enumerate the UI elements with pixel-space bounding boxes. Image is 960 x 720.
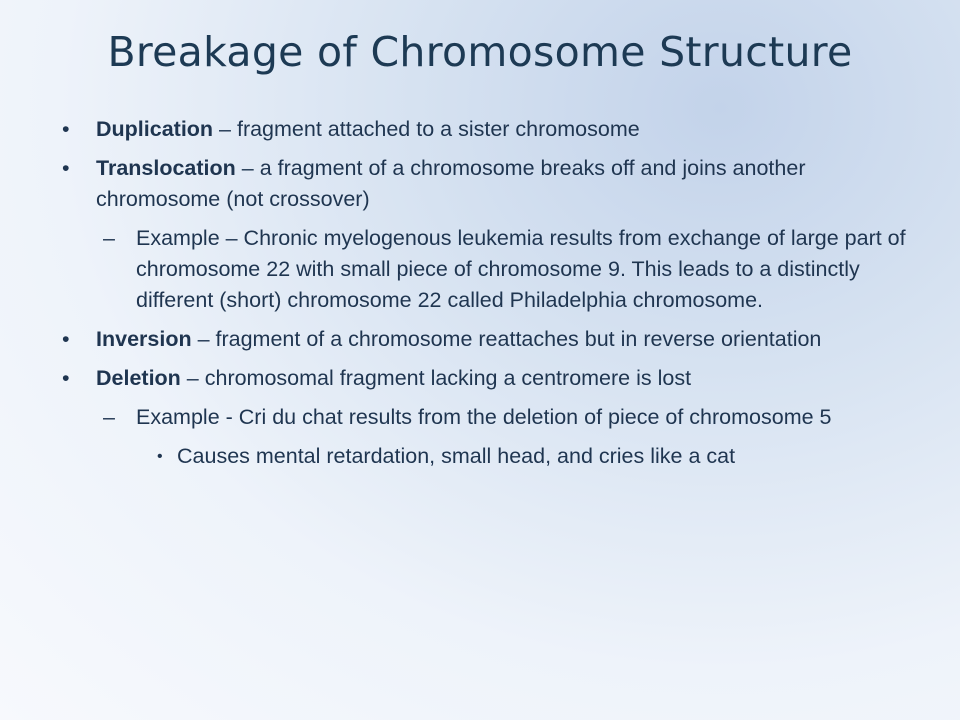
- dash-marker: –: [103, 226, 115, 250]
- dash-marker: –: [103, 405, 115, 429]
- bullet-translocation: [60, 153, 910, 215]
- bullet-inversion: [60, 324, 910, 355]
- bullet-text: Example – Chronic myelogenous leukemia results from exchange of large part of chromosome 22 with small piece of chromosome 9. This leads to a distinctly different (short) chromosome 22 called Philadelphia chromosome.: [136, 226, 906, 312]
- bullet-term: Inversion: [96, 327, 192, 351]
- bullet-text: – fragment attached to a sister chromosome: [213, 117, 640, 141]
- sub-sub-bullet-symptoms: [60, 441, 910, 472]
- bullet-text: – a fragment of a chromosome breaks off and joins another chromosome (not crossover): [96, 156, 806, 211]
- bullet-marker: •: [62, 117, 70, 141]
- bullet-marker: •: [62, 366, 70, 390]
- bullet-term: Translocation: [96, 156, 236, 180]
- sub-bullet-cri-du-chat-example: [60, 402, 910, 433]
- bullet-marker: •: [62, 156, 70, 180]
- bullet-text: – fragment of a chromosome reattaches but in reverse orientation: [191, 327, 822, 351]
- bullet-marker: •: [62, 327, 70, 351]
- slide-title: Breakage of Chromosome Structure: [107, 28, 853, 76]
- bullet-text: – chromosomal fragment lacking a centromere is lost: [180, 366, 692, 390]
- bullet-text: Example - Cri du chat results from the deletion of piece of chromosome 5: [136, 405, 832, 429]
- bullet-marker: •: [157, 448, 163, 465]
- bullet-term: Deletion: [96, 366, 181, 390]
- bullet-term: Duplication: [96, 117, 214, 141]
- bullet-deletion: [60, 363, 910, 394]
- bullet-text: Causes mental retardation, small head, and cries like a cat: [177, 444, 736, 468]
- sub-bullet-leukemia-example: [60, 223, 910, 316]
- slide-content: [60, 114, 910, 480]
- bullet-duplication: [60, 114, 910, 145]
